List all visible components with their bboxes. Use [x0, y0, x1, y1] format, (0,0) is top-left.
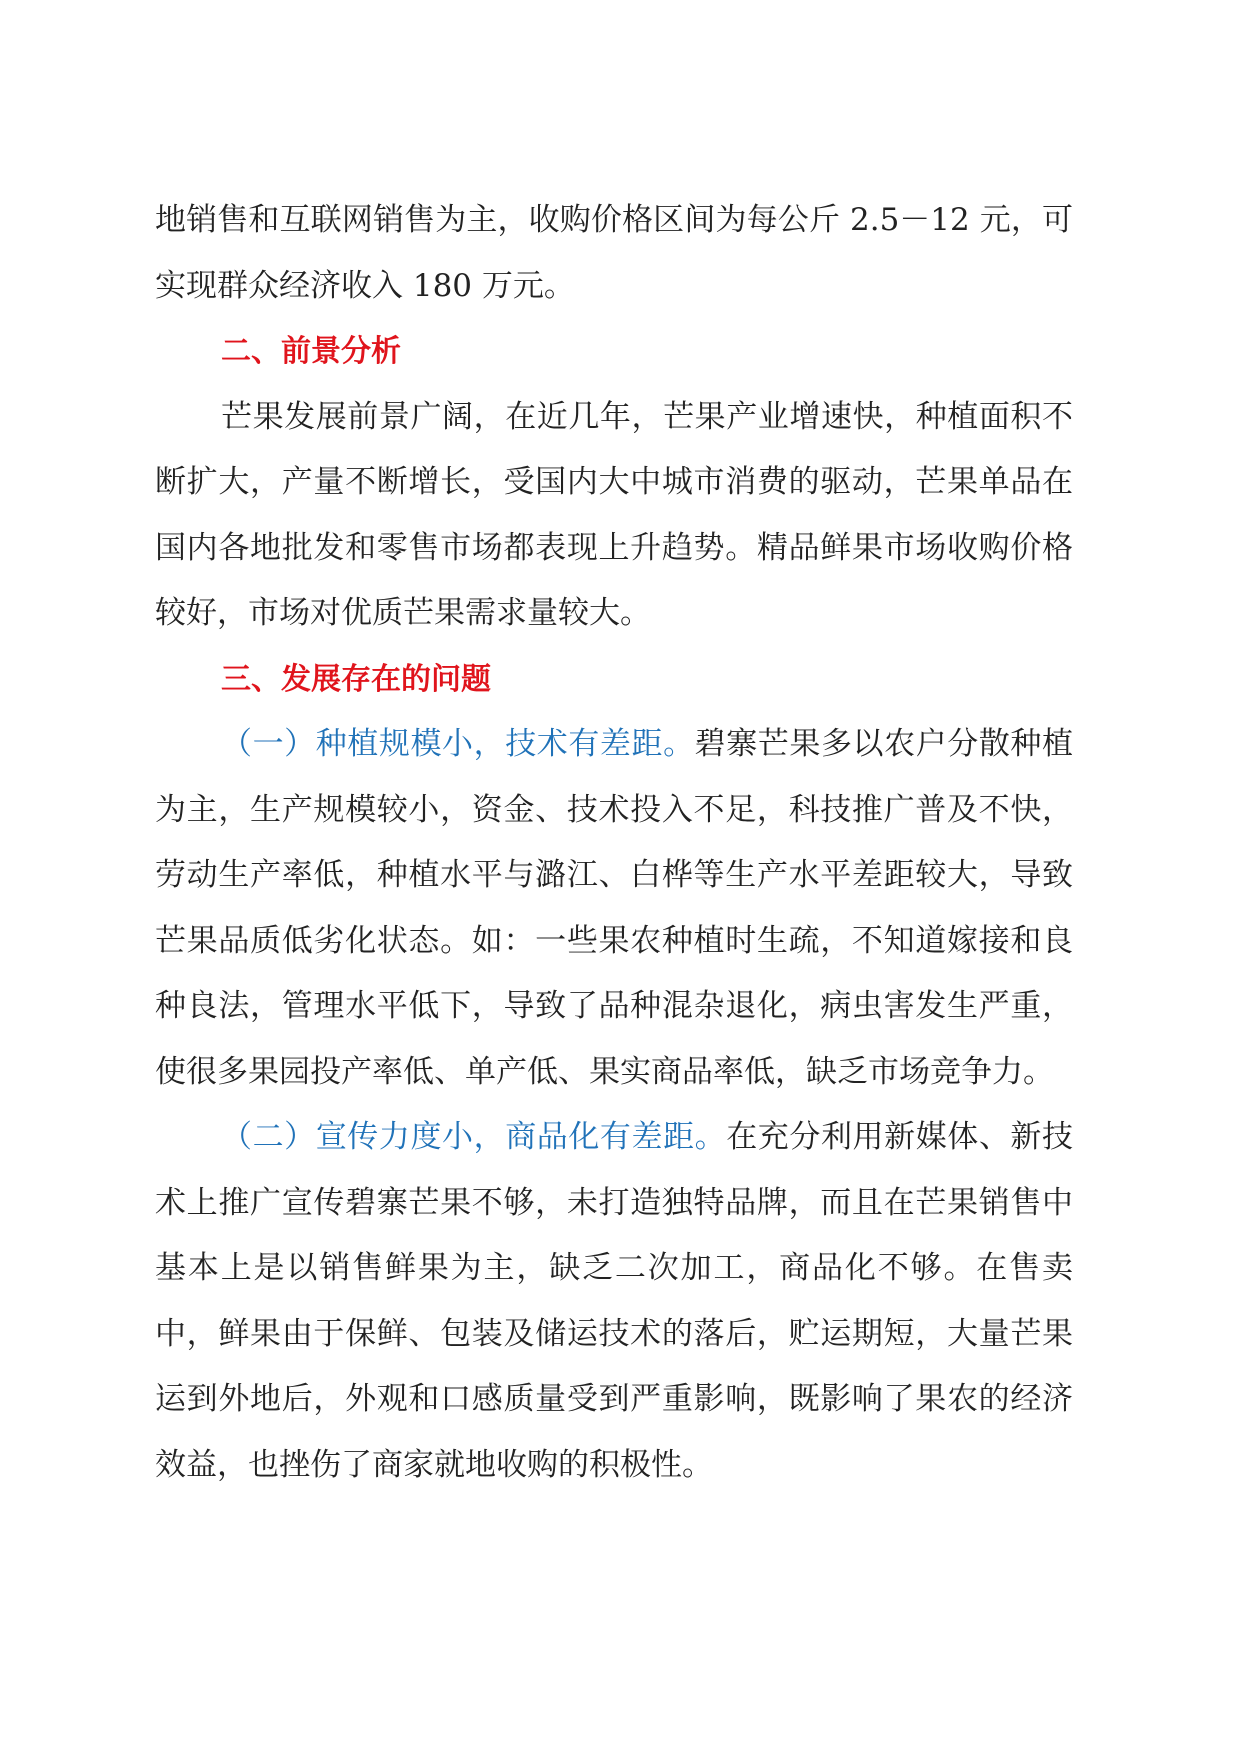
problem-item-2-body: 在充分利用新媒体、新技术上推广宣传碧寨芒果不够，未打造独特品牌，而且在芒果销售中基本上是以销售鲜果为主，缺乏二次加工，商品化不够。在售卖中，鲜果由于保鲜、包装及储运技术的落后，贮运期短，大量芒果运到外地后，外观和口感质量受到严重影响，既影响了果农的经济效益，也挫伤了商家就地收购的积极性。	[155, 1119, 1074, 1483]
section-heading-problems: 三、发展存在的问题	[221, 661, 491, 697]
problem-item-1-title: （一）种植规模小，技术有差距。	[221, 726, 695, 762]
document-page	[155, 188, 1073, 1498]
section-heading-prospects: 二、前景分析	[221, 334, 401, 369]
problem-item-2-title: （二）宣传力度小，商品化有差距。	[221, 1119, 727, 1155]
problem-item-2	[155, 1105, 1073, 1498]
problem-item-1-body: 碧寨芒果多以农户分散种植为主，生产规模较小，资金、技术投入不足，科技推广普及不快，劳动生产率低，种植水平与潞江、白桦等生产水平差距较大，导致芒果品质低劣化状态。如：一些果农种植时生疏，不知道嫁接和良种良法，管理水平低下，导致了品种混杂退化，病虫害发生严重，使很多果园投产率低、单产低、果实商品率低，缺乏市场竞争力。	[155, 726, 1074, 1090]
intro-paragraph: 地销售和互联网销售为主，收购价格区间为每公斤 2.5－12 元，可实现群众经济收入 180 万元。	[155, 202, 1073, 304]
prospects-paragraph: 芒果发展前景广阔，在近几年，芒果产业增速快，种植面积不断扩大，产量不断增长，受国内大中城市消费的驱动，芒果单品在国内各地批发和零售市场都表现上升趋势。精品鲜果市场收购价格较好，市场对优质芒果需求量较大。	[155, 398, 1073, 631]
problem-item-1	[155, 712, 1073, 1105]
